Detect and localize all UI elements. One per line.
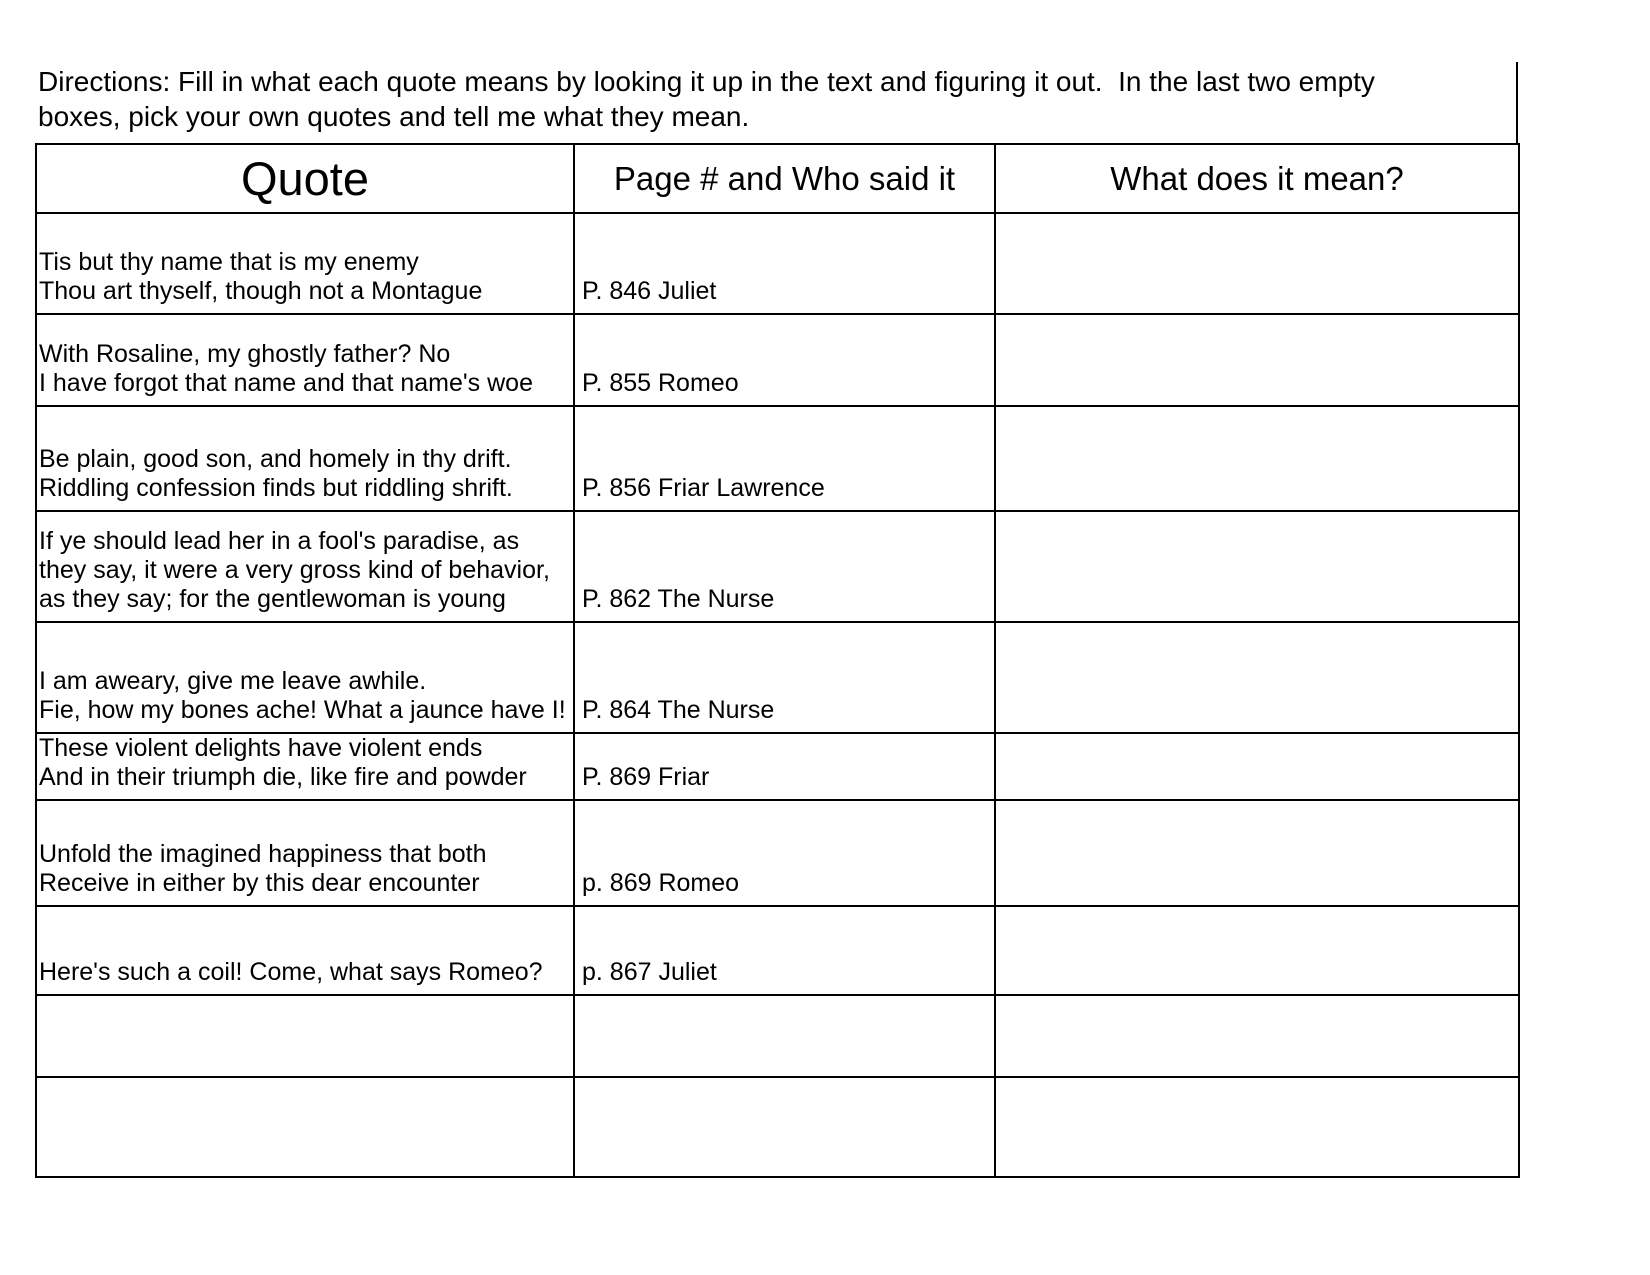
quote-line: And in their triumph die, like fire and powder [39,763,527,791]
quote-line: they say, it were a very gross kind of behavior, [39,556,550,584]
table-row [36,1077,1519,1177]
quote-line: These violent delights have violent ends [39,734,483,762]
right-border-stub [1516,62,1518,145]
meaning-cell [995,995,1519,1077]
quote-line: With Rosaline, my ghostly father? No [39,340,451,368]
quote-cell [36,622,574,733]
quote-line: Be plain, good son, and homely in thy drift. [39,445,512,473]
table-row [36,733,1519,800]
meaning-cell [995,314,1519,406]
table-row [36,622,1519,733]
table-row [36,906,1519,995]
table-row [36,800,1519,906]
page-who-cell: P. 862 The Nurse [574,511,995,622]
meaning-cell [995,213,1519,314]
quote-cell [36,511,574,622]
quote-line: Riddling confession finds but riddling shrift. [39,474,513,502]
directions-line-1: Directions: Fill in what each quote means by looking it up in the text and figuring it out. In the last two empty [38,66,1375,97]
quote-cell [36,406,574,511]
quote-cell [36,1077,574,1177]
page-who-cell: P. 846 Juliet [574,213,995,314]
quote-cell [36,314,574,406]
page-who-cell: p. 869 Romeo [574,800,995,906]
quote-worksheet-table [35,143,1520,1178]
page-who-cell: P. 864 The Nurse [574,622,995,733]
page-who-cell: P. 856 Friar Lawrence [574,406,995,511]
header-what-does-it-mean: What does it mean? [995,144,1519,213]
quote-line: Unfold the imagined happiness that both [39,840,487,868]
header-row [36,144,1519,213]
meaning-cell [995,800,1519,906]
quote-cell [36,733,574,800]
table-row [36,406,1519,511]
meaning-cell [995,511,1519,622]
quote-line: Tis but thy name that is my enemy [39,248,419,276]
quote-line: as they say; for the gentlewoman is young [39,585,506,613]
directions-line-2: boxes, pick your own quotes and tell me what they mean. [38,101,750,132]
header-quote: Quote [36,144,574,213]
quote-line: Fie, how my bones ache! What a jaunce have I! [39,696,566,724]
page-who-cell [574,1077,995,1177]
page-who-cell [574,995,995,1077]
meaning-cell [995,1077,1519,1177]
meaning-cell [995,733,1519,800]
quote-line: Receive in either by this dear encounter [39,869,480,897]
quote-line: I am aweary, give me leave awhile. [39,667,427,695]
page-who-cell: p. 867 Juliet [574,906,995,995]
table-row [36,511,1519,622]
meaning-cell [995,906,1519,995]
page-who-cell: P. 855 Romeo [574,314,995,406]
meaning-cell [995,406,1519,511]
quote-cell [36,213,574,314]
page-who-cell: P. 869 Friar [574,733,995,800]
quote-cell [36,906,574,995]
table-row [36,213,1519,314]
quote-cell [36,995,574,1077]
meaning-cell [995,622,1519,733]
directions-text [38,64,1375,134]
quote-line: Here's such a coil! Come, what says Romeo? [39,958,543,986]
table-row [36,314,1519,406]
quote-cell [36,800,574,906]
quote-line: If ye should lead her in a fool's paradise, as [39,527,520,555]
table-row [36,995,1519,1077]
quote-line: Thou art thyself, though not a Montague [39,277,483,305]
quote-line: I have forgot that name and that name's woe [39,369,533,397]
header-page-and-who: Page # and Who said it [574,144,995,213]
